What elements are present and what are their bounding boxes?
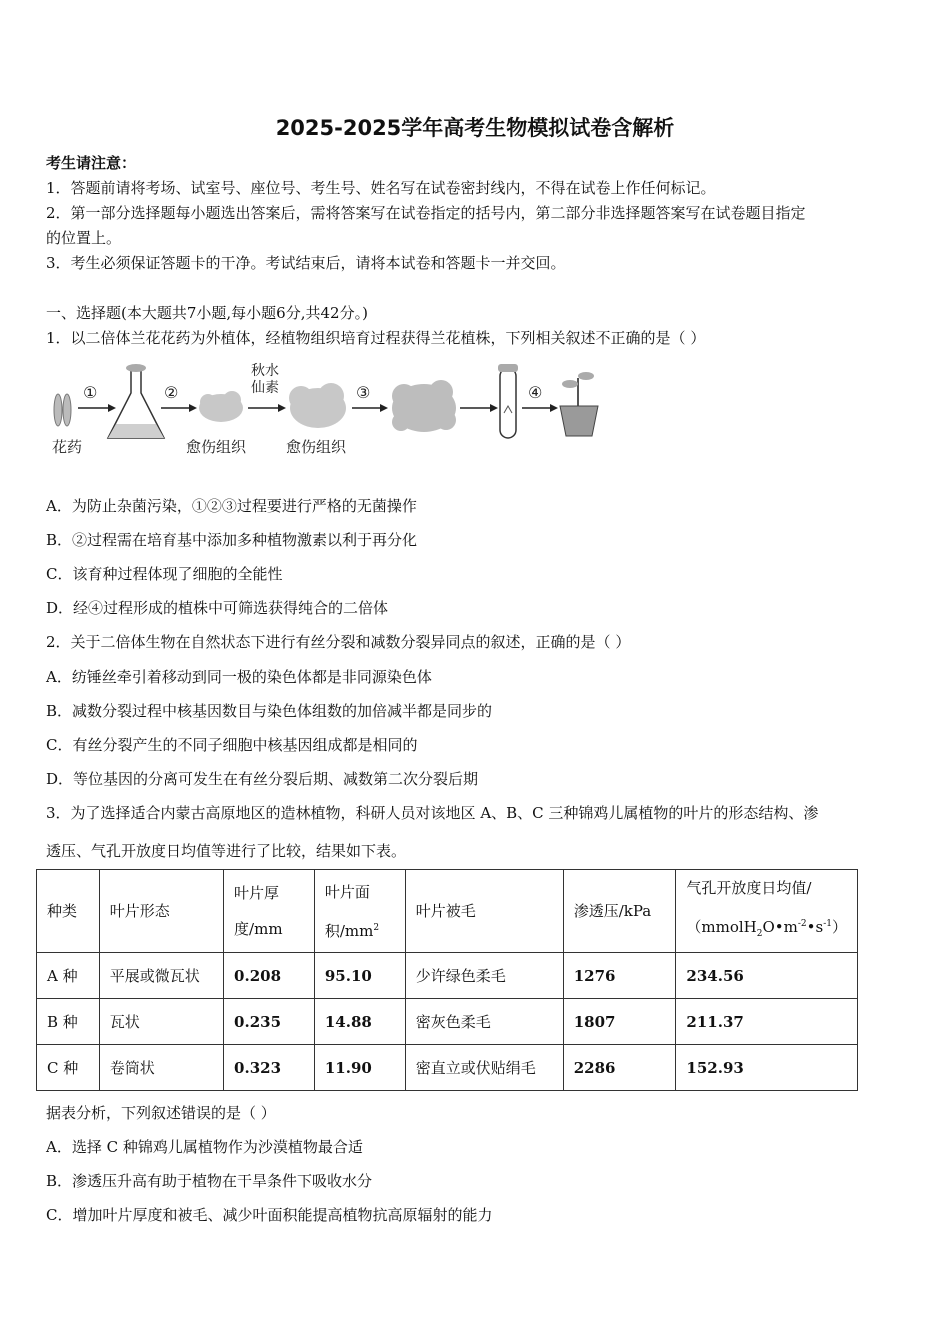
cell-species: A 种 — [37, 953, 100, 999]
q2-option-b: B．减数分裂过程中核基因数目与染色体组数的加倍减半都是同步的 — [46, 702, 493, 720]
step-3-label: ③ — [356, 383, 371, 402]
cell-thickness: 0.235 — [224, 999, 315, 1045]
cell-species: B 种 — [37, 999, 100, 1045]
tissue-culture-diagram — [46, 358, 616, 468]
header-area: 叶片面 积$/mm^2$ — [314, 870, 405, 953]
leaf-comparison-table — [36, 869, 858, 1091]
cell-hair: 密灰色柔毛 — [405, 999, 563, 1045]
shoot-cluster-icon — [392, 380, 456, 432]
cell-species: C 种 — [37, 1045, 100, 1091]
cell-area: 14.88 — [314, 999, 405, 1045]
label-callus-2: 愈伤组织 — [286, 438, 347, 456]
cell-hair: 密直立或伏贴绢毛 — [405, 1045, 563, 1091]
q1-option-d: D．经④过程形成的植株中可筛选获得纯合的二倍体 — [46, 599, 389, 617]
q1-option-a: A．为防止杂菌污染，①②③过程要进行严格的无菌操作 — [46, 497, 417, 515]
flask-icon — [108, 364, 164, 438]
header-thickness: 叶片厚 度/mm — [224, 870, 315, 953]
table-row — [37, 999, 858, 1045]
table-header-row — [37, 870, 858, 953]
q1-option-b: B．②过程需在培育基中添加多种植物激素以利于再分化 — [46, 531, 418, 549]
q3-option-c: C．增加叶片厚度和被毛、减少叶面积能提高植物抗高原辐射的能力 — [46, 1206, 493, 1224]
q2-option-c: C．有丝分裂产生的不同子细胞中核基因组成都是相同的 — [46, 736, 418, 754]
notice-heading: 考生请注意： — [46, 154, 137, 172]
arrow-4-head — [550, 404, 558, 412]
cell-shape: 平展或微瓦状 — [99, 953, 223, 999]
cell-area: 95.10 — [314, 953, 405, 999]
cell-hair: 少许绿色柔毛 — [405, 953, 563, 999]
callus-icon — [289, 383, 346, 428]
cell-osmotic: 1807 — [563, 999, 676, 1045]
notice-item: 的位置上。 — [46, 229, 122, 247]
q2-option-a: A．纺锤丝牵引着移动到同一极的染色体都是非同源染色体 — [46, 668, 432, 686]
header-stomata: 气孔开放度日均值/ $(mmolH_2O•m^{-2}•s^{-1})$ — [676, 870, 858, 953]
cell-osmotic: 2286 — [563, 1045, 676, 1091]
header-shape: 叶片形态 — [99, 870, 223, 953]
q3-option-b: B．渗透压升高有助于植物在干旱条件下吸收水分 — [46, 1172, 373, 1190]
question-3-follow: 据表分析，下列叙述错误的是（ ） — [46, 1104, 276, 1122]
arrow-3-head — [380, 404, 388, 412]
label-anther: 花药 — [52, 438, 83, 456]
question-1-stem: 1．以二倍体兰花花药为外植体，经植物组织培育过程获得兰花植株，下列相关叙述不正确的是（ ） — [46, 329, 706, 347]
section-heading: 一、选择题(本大题共7小题,每小题6分,共42分。) — [46, 304, 368, 322]
cell-shape: 瓦状 — [99, 999, 223, 1045]
arrow-plain-head — [490, 404, 498, 412]
q3-option-a: A．选择 C 种锦鸡儿属植物作为沙漠植物最合适 — [46, 1138, 363, 1156]
anther-icon — [54, 394, 71, 426]
cell-stomata: 234.56 — [676, 953, 858, 999]
cell-stomata: 152.93 — [676, 1045, 858, 1091]
cell-thickness: 0.208 — [224, 953, 315, 999]
header-osmotic: 渗透压/kPa — [563, 870, 676, 953]
step-1-label: ① — [83, 383, 98, 402]
table-row — [37, 953, 858, 999]
notice-item: 1．答题前请将考场、试室号、座位号、考生号、姓名写在试卷密封线内，不得在试卷上作任何标记。 — [46, 179, 716, 197]
step-2-label: ② — [164, 383, 179, 402]
label-colchicine-1: 秋水 — [251, 363, 279, 379]
arrow-2-head — [189, 404, 197, 412]
arrow-1-head — [108, 404, 116, 412]
notice-item: 3．考生必须保证答题卡的干净。考试结束后，请将本试卷和答题卡一并交回。 — [46, 254, 566, 272]
cell-osmotic: 1276 — [563, 953, 676, 999]
cell-area: 11.90 — [314, 1045, 405, 1091]
label-colchicine-2: 仙素 — [251, 380, 279, 396]
test-tube-icon — [498, 364, 518, 438]
arrow-colchicine-head — [278, 404, 286, 412]
question-2-stem: 2．关于二倍体生物在自然状态下进行有丝分裂和减数分裂异同点的叙述，正确的是（ ） — [46, 633, 631, 651]
notice-item: 2．第一部分选择题每小题选出答案后，需将答案写在试卷指定的括号内，第二部分非选择题答案写在试卷题目指定 — [46, 204, 806, 222]
q1-option-c: C．该育种过程体现了细胞的全能性 — [46, 565, 283, 583]
q2-option-d: D．等位基因的分离可发生在有丝分裂后期、减数第二次分裂后期 — [46, 770, 479, 788]
step-4-label: ④ — [528, 383, 543, 402]
page-title: 2025-2025学年高考生物模拟试卷含解析 — [275, 116, 675, 140]
cell-stomata: 211.37 — [676, 999, 858, 1045]
label-callus-1: 愈伤组织 — [186, 438, 247, 456]
question-3-stem-1: 3．为了选择适合内蒙古高原地区的造林植物，科研人员对该地区 A、B、C 三种锦鸡儿属植物的叶片的形态结构、渗 — [46, 804, 819, 822]
header-hair: 叶片被毛 — [405, 870, 563, 953]
cell-shape: 卷筒状 — [99, 1045, 223, 1091]
cell-thickness: 0.323 — [224, 1045, 315, 1091]
header-species: 种类 — [37, 870, 100, 953]
potted-plant-icon — [560, 372, 598, 436]
table-row — [37, 1045, 858, 1091]
callus-icon — [199, 391, 243, 422]
question-3-stem-2: 透压、气孔开放度日均值等进行了比较，结果如下表。 — [46, 842, 407, 860]
